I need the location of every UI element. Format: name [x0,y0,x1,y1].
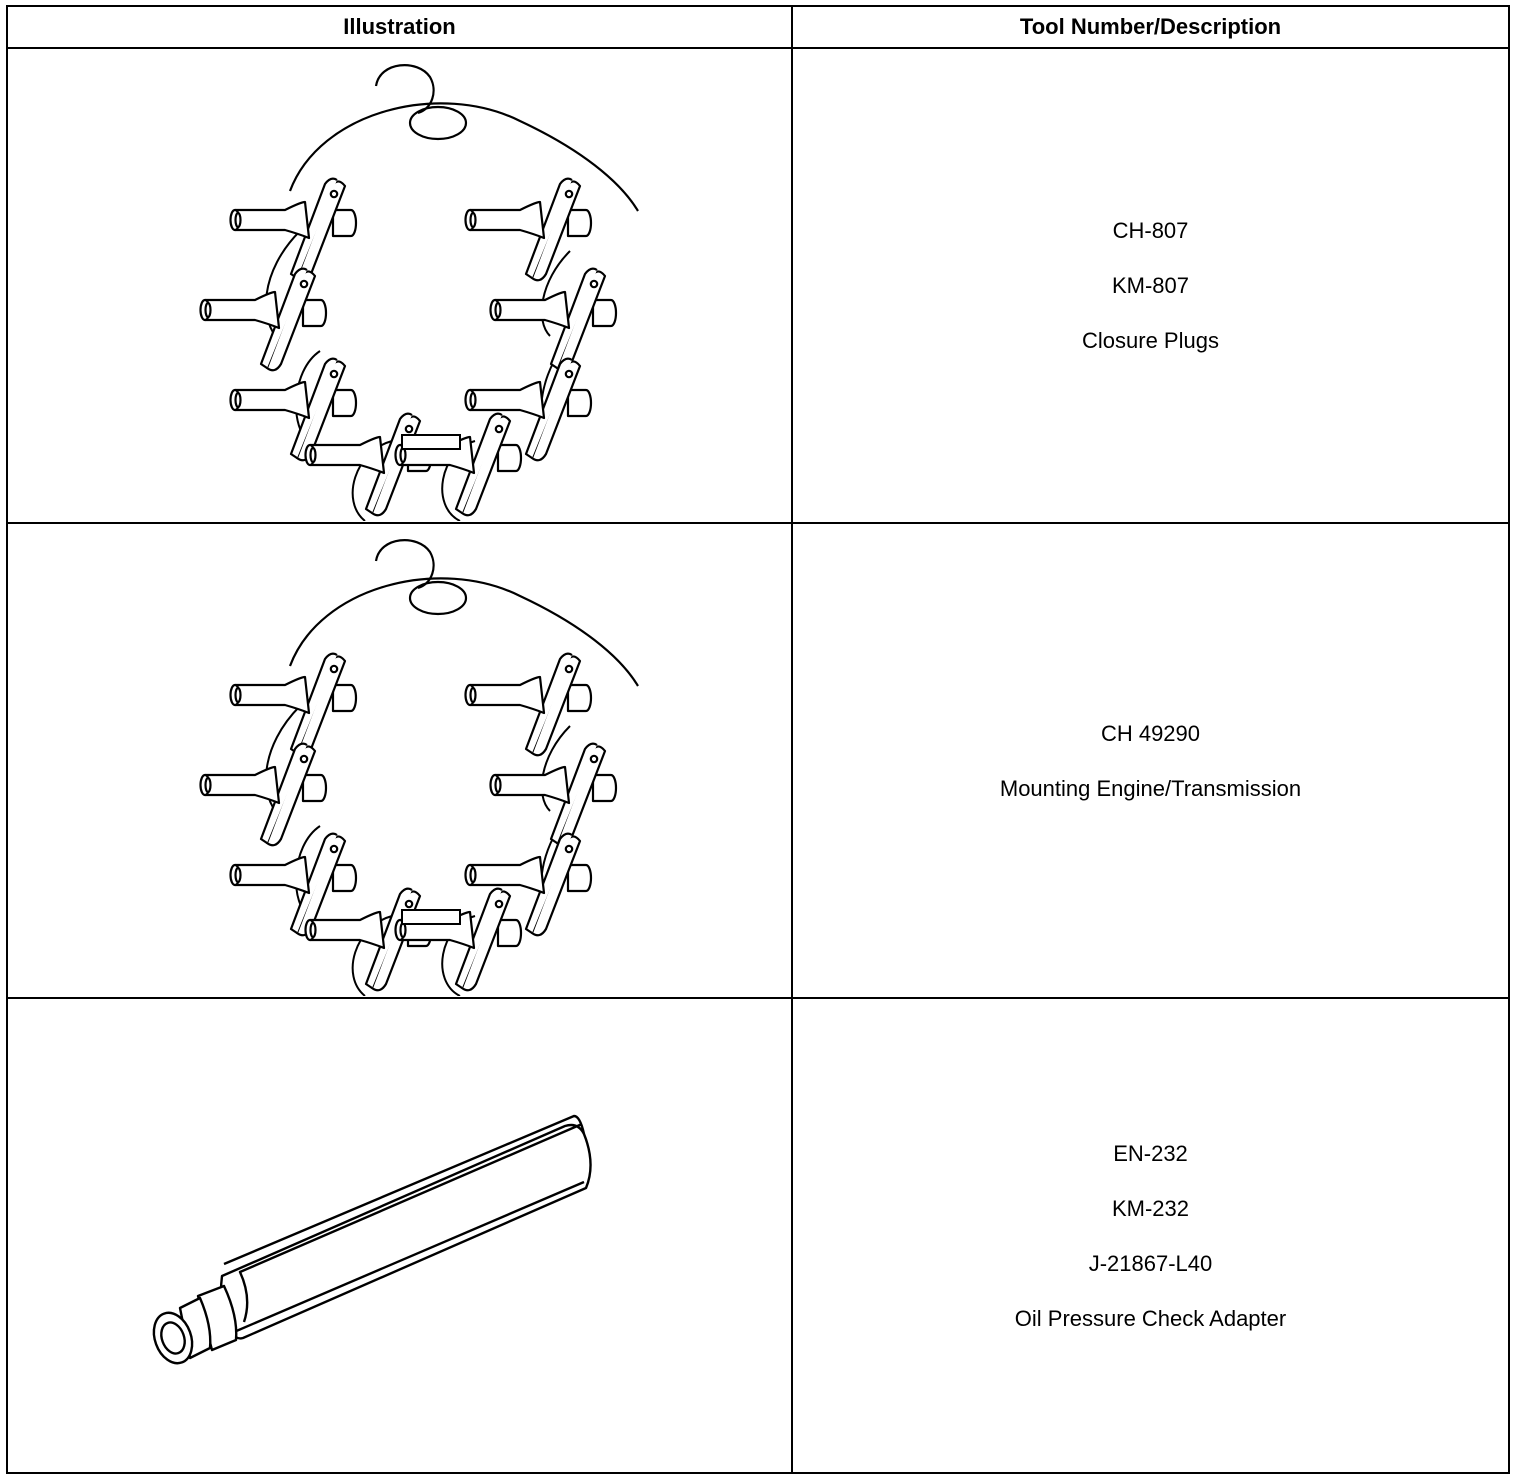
illustration-cell [7,998,792,1473]
tool-number: KM-807 [1111,273,1190,298]
description-cell [792,523,1509,998]
header-illustration: Illustration [7,6,792,48]
table-row [7,998,1509,1473]
header-tool-description: Tool Number/Description [792,6,1509,48]
oil-pressure-adapter-icon [140,1086,660,1386]
table-row [7,523,1509,998]
table-row [7,48,1509,523]
tool-number: CH 49290 [1100,720,1201,746]
tool-description: Mounting Engine/Transmission [999,775,1302,801]
illustration-cell [7,48,792,523]
tool-description: Oil Pressure Check Adapter [1014,1305,1287,1331]
tool-description: Closure Plugs [1082,328,1219,353]
tool-table [6,5,1510,1474]
header-row [7,6,1509,48]
description-cell [792,48,1509,523]
tool-number: KM-232 [1111,1195,1190,1221]
closure-plugs-ring-icon [140,526,660,996]
description-cell [792,998,1509,1473]
tool-number: J-21867-L40 [1088,1250,1213,1276]
illustration-cell [7,523,792,998]
tool-number: CH-807 [1112,218,1189,243]
closure-plugs-ring-icon [140,51,660,521]
tool-number: EN-232 [1113,1140,1188,1166]
